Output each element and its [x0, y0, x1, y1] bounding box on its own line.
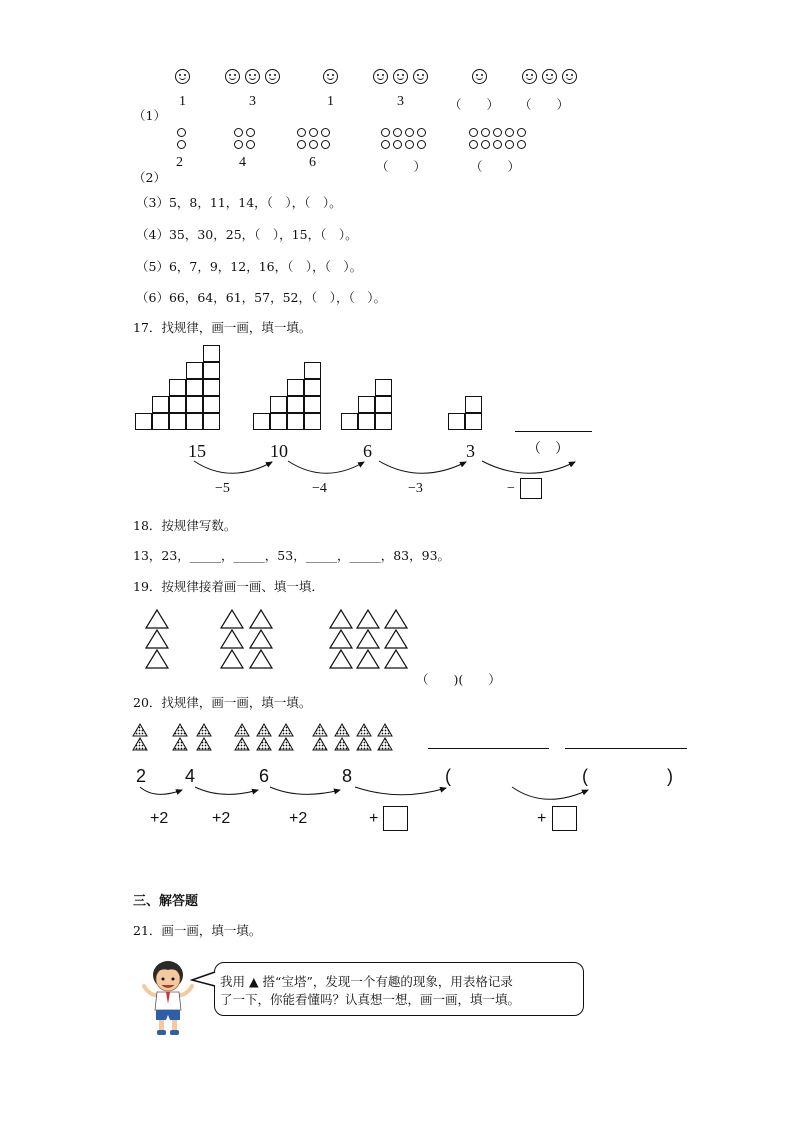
q17-number: 15: [188, 441, 206, 461]
speech-bubble-tail: [190, 970, 220, 990]
q16-p2-num: 6: [309, 155, 316, 170]
q16-p3: （3）5，8，11，14，（ ），（ ）。: [136, 195, 342, 210]
section-heading: 三、解答题: [133, 894, 199, 909]
q19-title: 19．按规律接着画一画、填一填．: [133, 579, 324, 594]
q17-op: −3: [408, 481, 423, 496]
arrow-icon: [512, 787, 588, 799]
q20-answer-box[interactable]: [383, 806, 408, 831]
arrow-icon: [194, 461, 272, 473]
arrow-icon: [270, 787, 340, 794]
q16-p1-num: 3: [397, 94, 404, 109]
q17-title: 17．找规律，画一画，填一填。: [133, 320, 312, 335]
q19-triangles: [0, 600, 794, 675]
q20-blank-open[interactable]: (: [582, 766, 588, 786]
q17-number: 3: [466, 441, 475, 461]
q20-number: 6: [259, 766, 270, 786]
q16-p1-num: 3: [249, 94, 256, 109]
q19-blanks[interactable]: （ )( ）: [416, 672, 501, 687]
q20-number: 4: [185, 766, 196, 786]
q20-patterned-triangles: [0, 720, 794, 755]
q16-p1-num: 1: [327, 94, 334, 109]
arrow-icon: [140, 787, 182, 794]
arrow-icon: [482, 461, 575, 473]
arrow-icon: [355, 787, 446, 795]
q17-answer-box[interactable]: [520, 478, 542, 499]
q16-p2-blank[interactable]: （ ）: [470, 159, 521, 174]
q17-op: −5: [215, 481, 230, 496]
q20-answer-box[interactable]: [552, 806, 577, 831]
q20-arrows: [0, 760, 794, 810]
q16-p1-blank[interactable]: （ ）: [449, 97, 500, 112]
arrow-icon: [195, 787, 258, 794]
q20-op: +2: [150, 810, 169, 827]
q20-blank-open[interactable]: (: [445, 766, 451, 786]
q17-answer-blank[interactable]: （ ）: [527, 441, 569, 457]
q16-p2-blank[interactable]: （ ）: [376, 159, 427, 174]
q20-title: 20．找规律，画一画，填一填。: [133, 695, 312, 710]
q18-title: 18．按规律写数。: [133, 518, 237, 533]
q20-op: +2: [289, 810, 308, 827]
q16-p5: （5）6，7，9，12，16，（ ），（ ）。: [136, 259, 363, 274]
q16-p2-num: 4: [239, 155, 246, 170]
q20-draw-line[interactable]: [565, 748, 687, 749]
q20-number: 2: [136, 766, 147, 786]
arrow-icon: [288, 461, 364, 473]
q20-op: +2: [212, 810, 231, 827]
q16-p4: （4）35，30，25，（ ），15，（ ）。: [136, 227, 358, 242]
q16-p6: （6）66，64，61，57，52，（ ），（ ）。: [136, 290, 386, 305]
q20-draw-line[interactable]: [428, 748, 549, 749]
q16-p1-label: （1）: [133, 108, 166, 123]
q16-p1-num: 1: [179, 94, 186, 109]
q16-p1-blank[interactable]: （ ）: [519, 97, 570, 112]
q20-op: +: [369, 810, 379, 827]
q16-p2-num: 2: [176, 155, 183, 170]
q17-number: 10: [270, 441, 288, 461]
student-character-icon: [138, 958, 198, 1038]
q20-number: 8: [342, 766, 353, 786]
q17-number: 6: [363, 441, 372, 461]
q16-p2-label: （2）: [133, 170, 166, 185]
q17-arrows: [0, 0, 794, 520]
arrow-icon: [379, 461, 466, 473]
q21-title: 21．画一画，填一填。: [133, 923, 262, 938]
bubble-line-1: 我用 ▲ 搭“宝塔”，发现一个有趣的现象，用表格记录: [220, 974, 513, 989]
q18-sequence: 13，23，_____，_____，53，_____，_____，83，93。: [133, 548, 451, 563]
q20-op: +: [537, 810, 547, 827]
bubble-line-2: 了一下，你能看懂吗？认真想一想，画一画，填一填。: [220, 992, 521, 1007]
q17-op: −: [507, 481, 515, 496]
q17-op: −4: [312, 481, 327, 496]
q20-blank-close[interactable]: ): [667, 766, 673, 786]
